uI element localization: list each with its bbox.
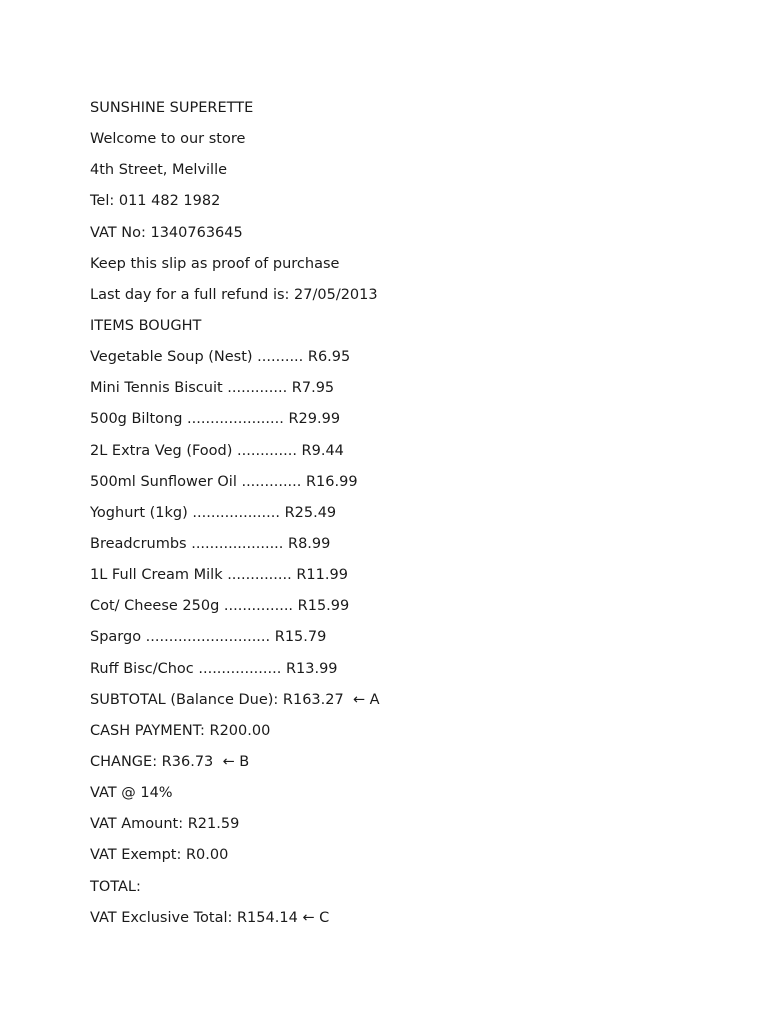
welcome-line: Welcome to our store <box>90 131 246 148</box>
receipt-text <box>90 101 730 942</box>
cash-payment-line: CASH PAYMENT: R200.00 <box>90 722 271 739</box>
vat-rate-line: VAT @ 14% <box>90 785 173 802</box>
line-item: Ruff Bisc/Choc .................. R13.99 <box>90 660 338 677</box>
store-name: SUNSHINE SUPERETTE <box>90 100 254 116</box>
vat-exempt-line: VAT Exempt: R0.00 <box>90 847 229 864</box>
line-item: 500ml Sunflower Oil ............. R16.99 <box>90 473 358 490</box>
store-address: 4th Street, Melville <box>90 162 228 179</box>
items-heading: ITEMS BOUGHT <box>90 317 202 334</box>
change-line: CHANGE: R36.73 ← B <box>90 753 250 770</box>
line-item: Mini Tennis Biscuit ............. R7.95 <box>90 380 335 397</box>
store-phone: Tel: 011 482 1982 <box>90 193 221 210</box>
line-item: 500g Biltong ..................... R29.99 <box>90 411 341 428</box>
subtotal-line: SUBTOTAL (Balance Due): R163.27 ← A <box>90 691 380 708</box>
line-item: Breadcrumbs .................... R8.99 <box>90 535 331 552</box>
refund-date: Last day for a full refund is: 27/05/2013 <box>90 286 378 303</box>
proof-of-purchase-note: Keep this slip as proof of purchase <box>90 255 340 272</box>
total-heading: TOTAL: <box>90 878 141 895</box>
line-item: Vegetable Soup (Nest) .......... R6.95 <box>90 349 351 366</box>
line-item: Spargo ........................... R15.79 <box>90 629 327 646</box>
line-item: Yoghurt (1kg) ................... R25.49 <box>90 504 337 521</box>
vat-exclusive-total-line: VAT Exclusive Total: R154.14 ← C <box>90 909 330 926</box>
vat-number: VAT No: 1340763645 <box>90 224 243 241</box>
line-item: 2L Extra Veg (Food) ............. R9.44 <box>90 442 344 459</box>
line-item: 1L Full Cream Milk .............. R11.99 <box>90 567 348 584</box>
line-item: Cot/ Cheese 250g ............... R15.99 <box>90 598 350 615</box>
vat-amount-line: VAT Amount: R21.59 <box>90 816 240 833</box>
